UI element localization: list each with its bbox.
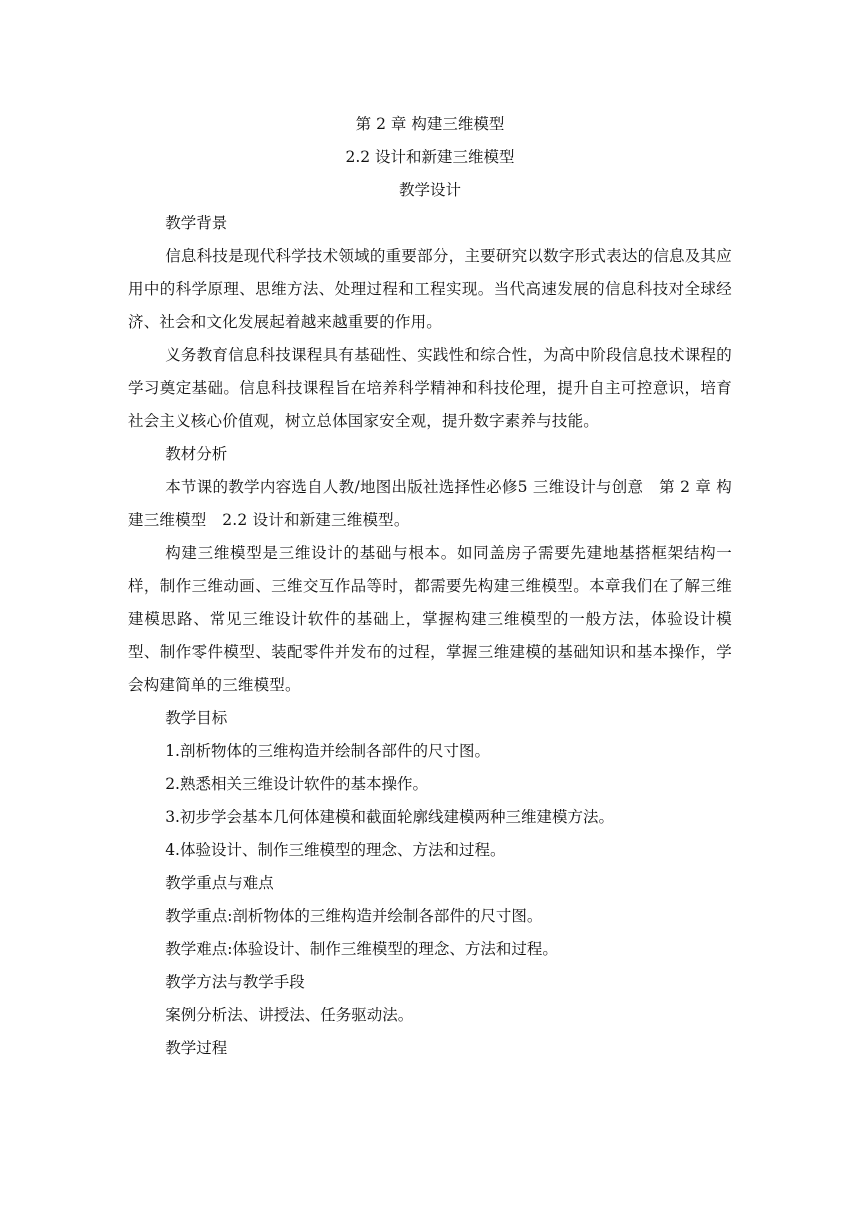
objective-item-1: 1.剖析物体的三维构造并绘制各部件的尺寸图。: [165, 742, 490, 760]
document-body: [128, 108, 732, 1065]
objective-item-2: 2.熟悉相关三维设计软件的基本操作。: [165, 775, 428, 793]
methods-heading: 教学方法与教学手段: [165, 973, 305, 991]
background-paragraph-2: 义务教育信息科技课程具有基础性、实践性和综合性，为高中阶段信息技术课程的学习奠定基础。信息科技课程旨在培养科学精神和科技伦理，提升自主可控意识，培育社会主义核心价值观，树立总体国家安全观，提升数字素养与技能。: [128, 346, 732, 430]
background-heading: 教学背景: [165, 214, 228, 232]
process-heading: 教学过程: [165, 1039, 228, 1057]
analysis-paragraph-1: 本节课的教学内容选自人教/地图出版社选择性必修5 三维设计与创意 第 2 章 构建三维模型 2.2 设计和新建三维模型。: [128, 478, 732, 529]
doc-type-title: 教学设计: [398, 181, 461, 199]
key-point-item-2: 教学难点:体验设计、制作三维模型的理念、方法和过程。: [165, 940, 558, 958]
key-points-heading: 教学重点与难点: [165, 874, 274, 892]
chapter-title: 第 2 章 构建三维模型: [355, 115, 505, 133]
analysis-heading: 教材分析: [165, 445, 228, 463]
methods-item-1: 案例分析法、讲授法、任务驱动法。: [165, 1006, 414, 1024]
objectives-heading: 教学目标: [165, 709, 228, 727]
background-paragraph-1: 信息科技是现代科学技术领域的重要部分，主要研究以数字形式表达的信息及其应用中的科学原理、思维方法、处理过程和工程实现。当代高速发展的信息科技对全球经济、社会和文化发展起着越来越重要的作用。: [128, 247, 732, 331]
key-point-item-1: 教学重点:剖析物体的三维构造并绘制各部件的尺寸图。: [165, 907, 543, 925]
section-title: 2.2 设计和新建三维模型: [345, 148, 515, 166]
objective-item-4: 4.体验设计、制作三维模型的理念、方法和过程。: [165, 841, 506, 859]
objective-item-3: 3.初步学会基本几何体建模和截面轮廓线建模两种三维建模方法。: [165, 808, 614, 826]
analysis-paragraph-2: 构建三维模型是三维设计的基础与根本。如同盖房子需要先建地基搭框架结构一样，制作三维动画、三维交互作品等时，都需要先构建三维模型。本章我们在了解三维建模思路、常见三维设计软件的基础上，掌握构建三维模型的一般方法，体验设计模型、制作零件模型、装配零件并发布的过程，掌握三维建模的基础知识和基本操作，学会构建简单的三维模型。: [128, 544, 732, 694]
